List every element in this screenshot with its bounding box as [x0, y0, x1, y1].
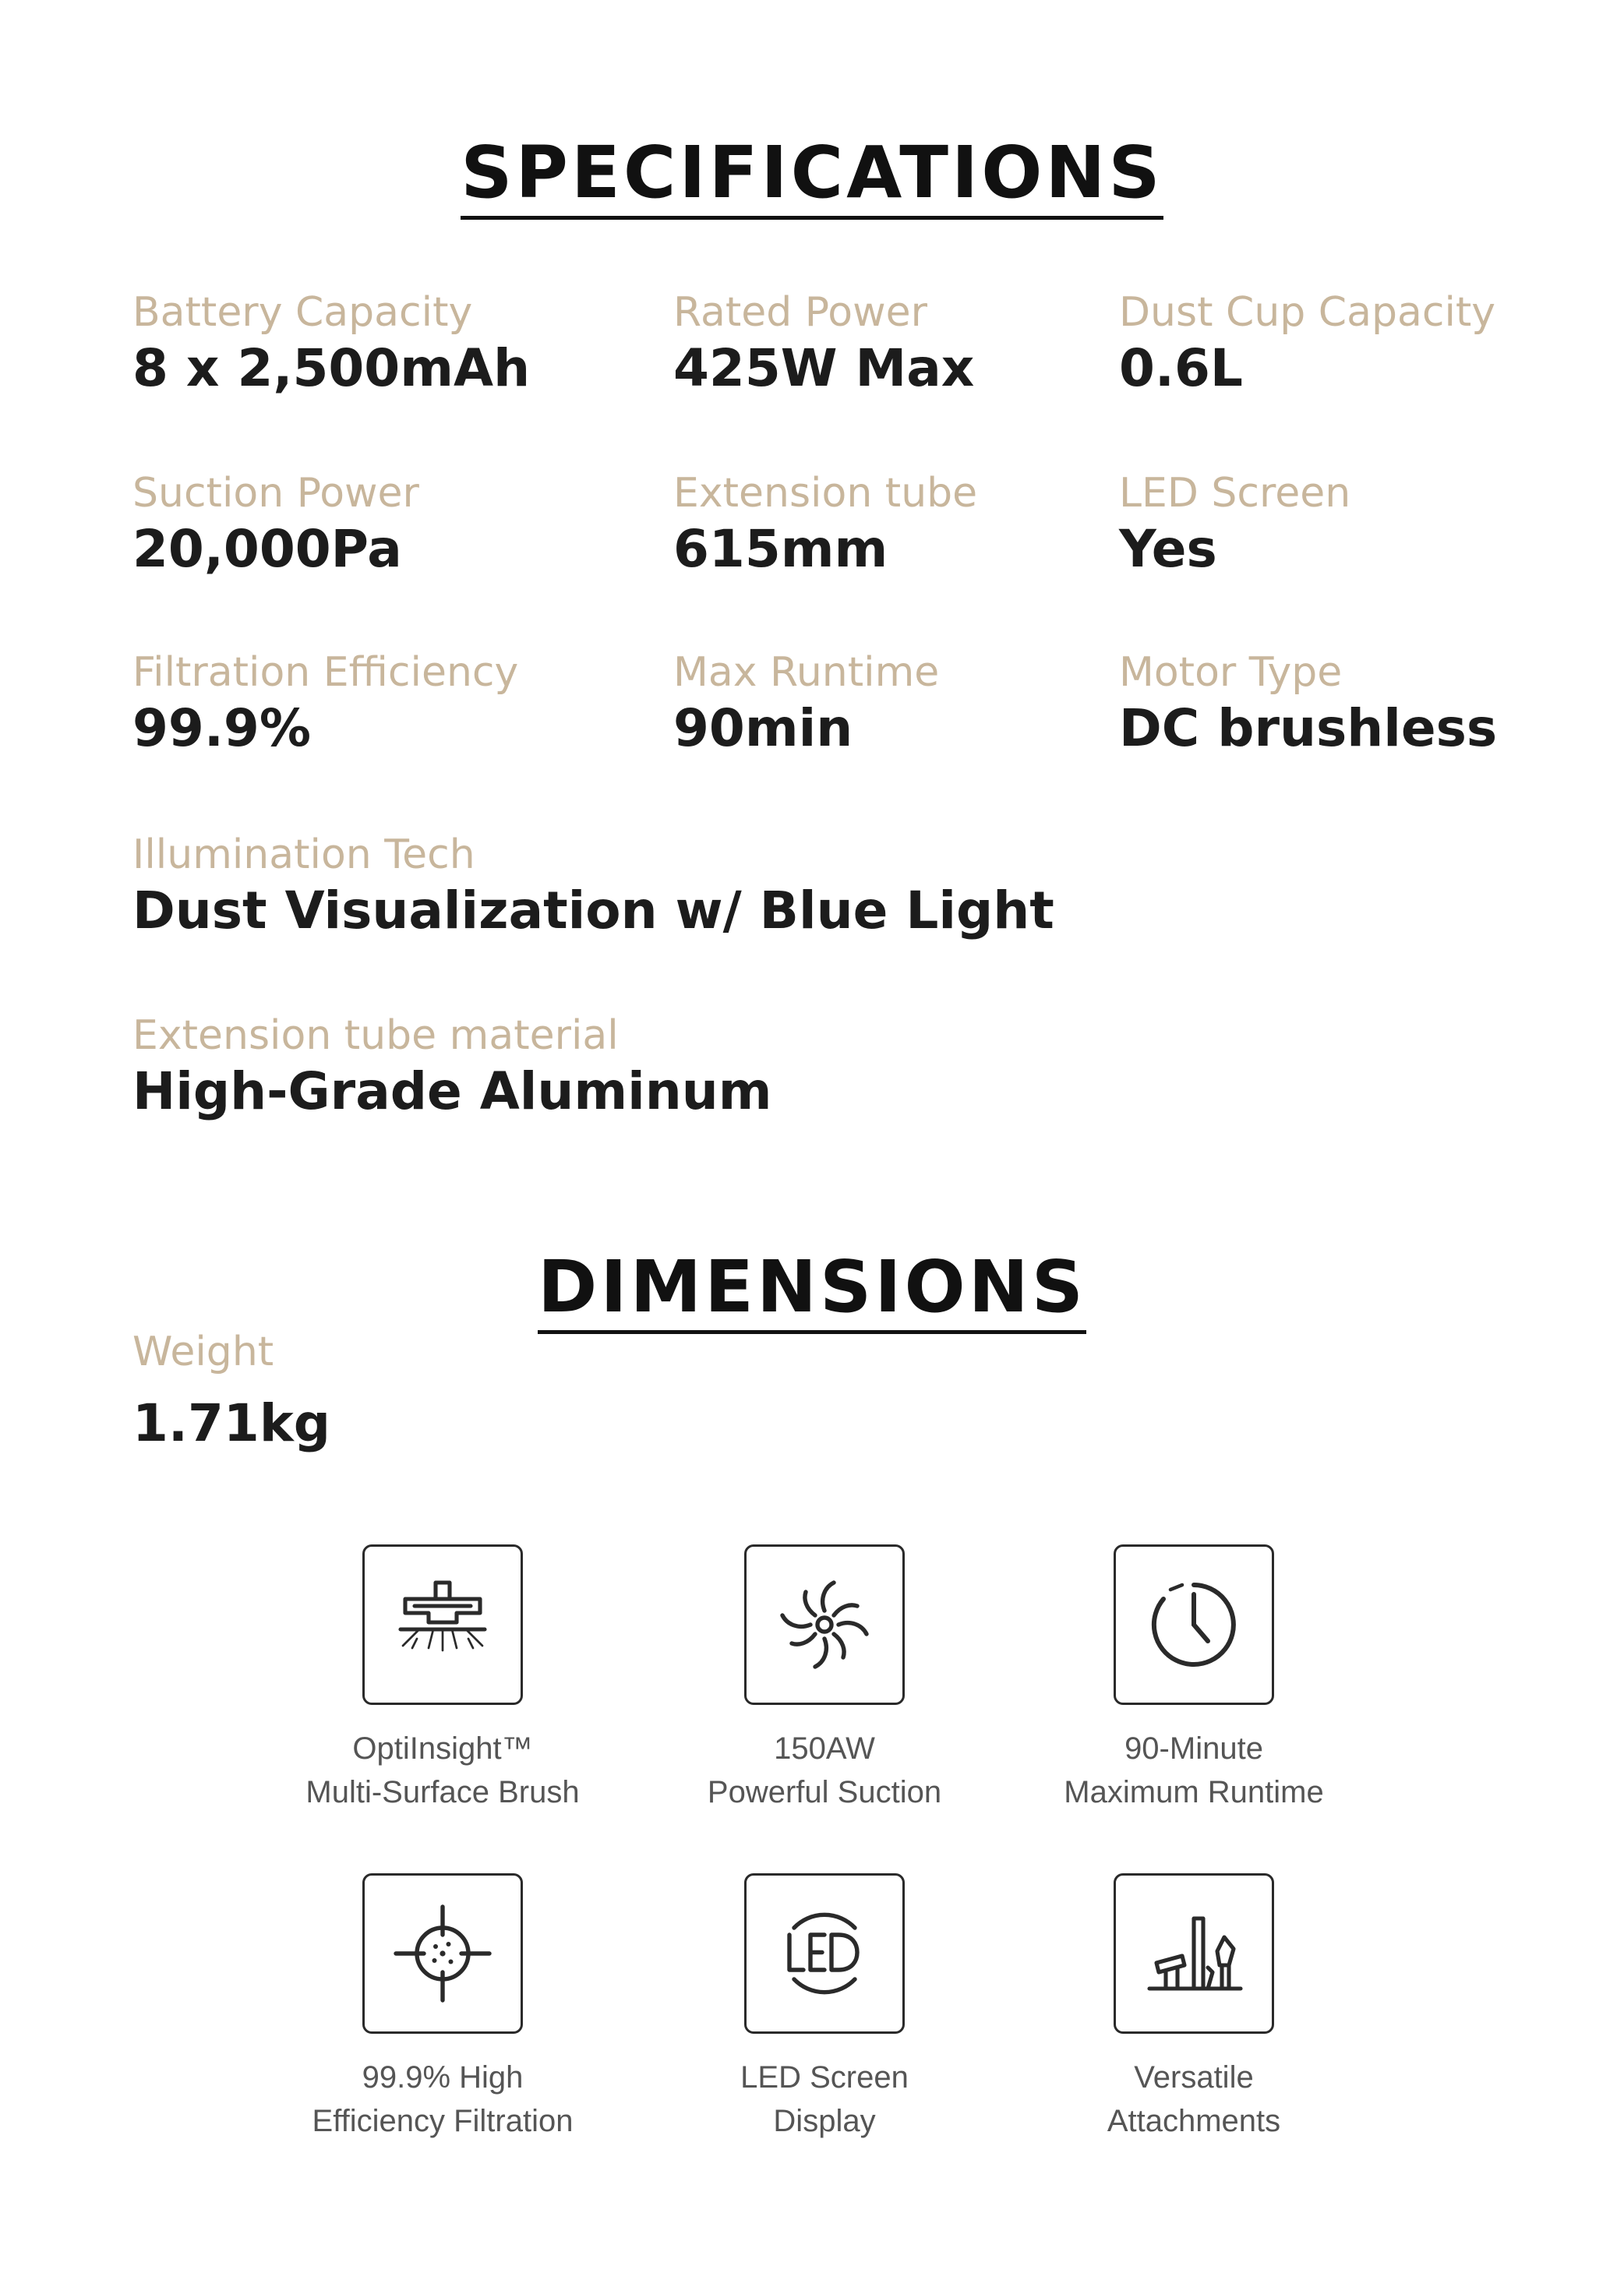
specifications-heading: SPECIFICATIONS [0, 131, 1624, 214]
brush-icon [362, 1544, 523, 1705]
clock-icon [1114, 1544, 1274, 1705]
spec-extension-tube: Extension tube 615mm [673, 470, 978, 579]
spec-led-screen: LED Screen Yes [1119, 470, 1351, 579]
dimension-weight: Weight 1.71kg [132, 1329, 330, 1453]
feature-filtration: 99.9% High Efficiency Filtration [279, 1873, 606, 2143]
spec-rated-power: Rated Power 425W Max [673, 289, 975, 398]
dimensions-heading: DIMENSIONS [0, 1245, 1624, 1329]
spec-illumination-tech: Illumination Tech Dust Visualization w/ Blue Light [132, 831, 1054, 941]
spec-suction-power: Suction Power 20,000Pa [132, 470, 419, 579]
feature-runtime: 90-Minute Maximum Runtime [1030, 1544, 1357, 1814]
attachments-icon [1114, 1873, 1274, 2034]
spec-extension-tube-material: Extension tube material High-Grade Aluminum [132, 1012, 772, 1121]
suction-swirl-icon [744, 1544, 905, 1705]
feature-led-screen: LED Screen Display [661, 1873, 988, 2143]
feature-attachments: Versatile Attachments [1030, 1873, 1357, 2143]
led-icon [744, 1873, 905, 2034]
spec-dust-cup-capacity: Dust Cup Capacity 0.6L [1119, 289, 1496, 398]
feature-suction: 150AW Powerful Suction [661, 1544, 988, 1814]
feature-brush: OptiInsight™ Multi-Surface Brush [279, 1544, 606, 1814]
spec-max-runtime: Max Runtime 90min [673, 649, 940, 758]
spec-motor-type: Motor Type DC brushless [1119, 649, 1498, 758]
spec-filtration-efficiency: Filtration Efficiency 99.9% [132, 649, 519, 758]
filtration-crosshair-icon [362, 1873, 523, 2034]
spec-battery-capacity: Battery Capacity 8 x 2,500mAh [132, 289, 531, 398]
